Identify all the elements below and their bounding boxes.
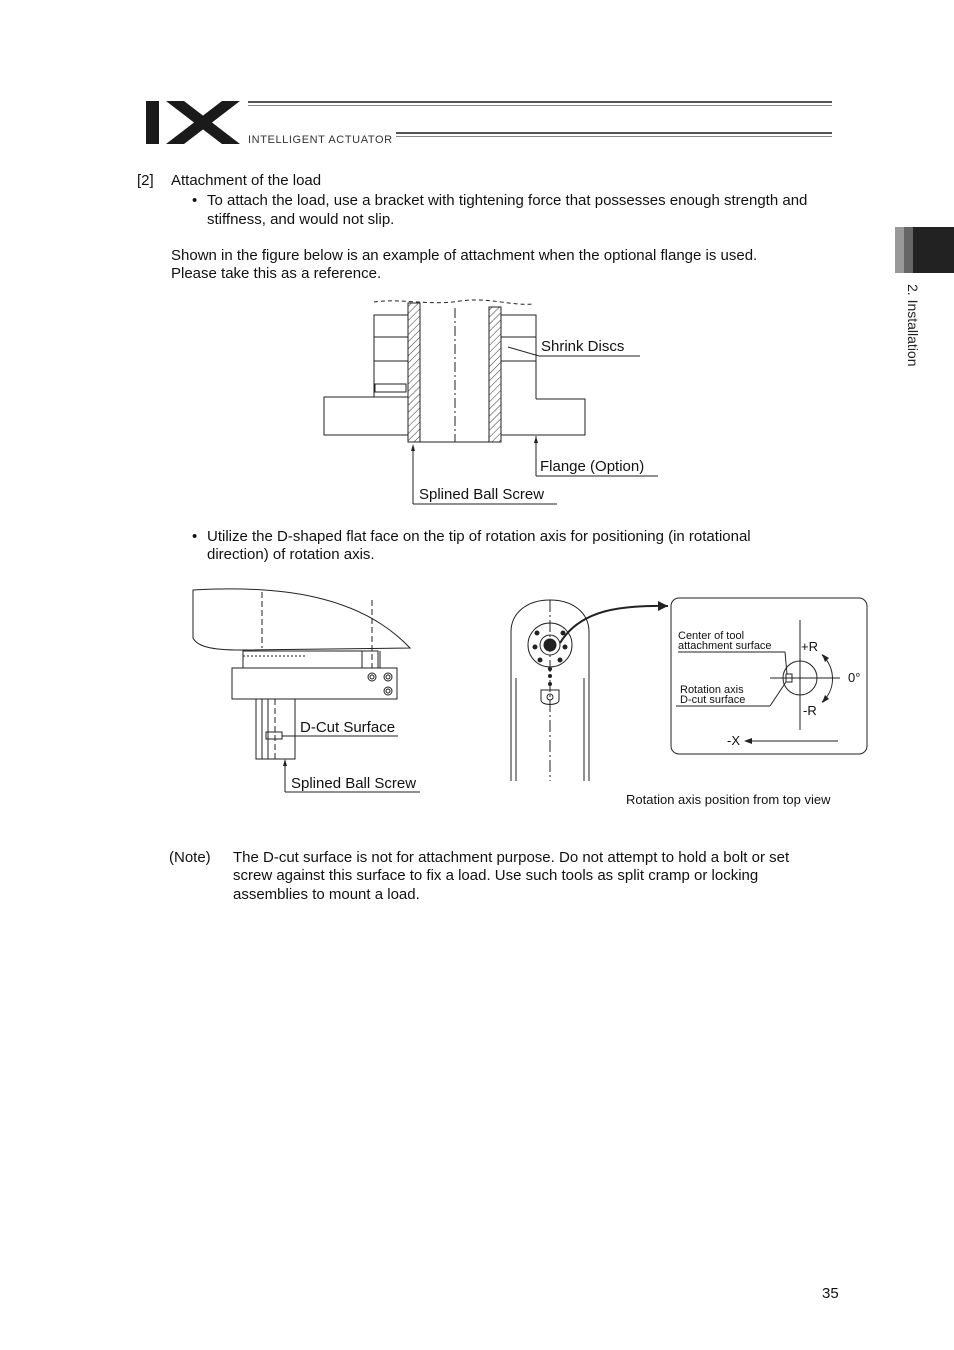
detail-center-line-1: Center of tool xyxy=(678,630,745,642)
logo-tagline: INTELLIGENT ACTUATOR xyxy=(248,134,393,146)
detail-rotation-line-1: Rotation axis xyxy=(680,684,744,696)
detail-minus-x: -X xyxy=(727,733,740,748)
label-splined-ball-screw-1: Splined Ball Screw xyxy=(419,486,545,503)
detail-plus-r: +R xyxy=(801,639,818,654)
label-shrink-discs: Shrink Discs xyxy=(541,338,625,355)
note-label: (Note) xyxy=(169,849,211,866)
note-line-2: screw against this surface to fix a load. Use such tools as split cramp or locking xyxy=(233,867,759,884)
note-line-1: The D-cut surface is not for attachment purpose. Do not attempt to hold a bolt or set xyxy=(233,849,790,866)
bullet-d-shaped-line-1: • Utilize the D-shaped flat face on the tip of rotation axis for positioning (in rotational xyxy=(207,528,751,547)
detail-minus-r: -R xyxy=(803,703,817,718)
header-graphic xyxy=(0,0,954,160)
detail-zero-degrees: 0° xyxy=(848,670,861,685)
label-flange-option: Flange (Option) xyxy=(540,458,645,475)
detail-center-line-2: attachment surface xyxy=(678,640,772,652)
bullet-attach-load: • To attach the load, use a bracket with tightening force that possesses enough strength and stiffness, and would not slip. xyxy=(207,192,832,229)
detail-rotation-line-2: D-cut surface xyxy=(680,694,746,706)
bullet-d-shaped-line-2: direction) of rotation axis. xyxy=(207,546,375,563)
side-tab xyxy=(895,227,954,273)
note-line-3: assemblies to mount a load. xyxy=(233,886,420,903)
paragraph-line-1: Shown in the figure below is an example of attachment when the optional flange is used. xyxy=(171,247,758,264)
label-splined-ball-screw-2: Splined Ball Screw xyxy=(291,775,417,792)
paragraph-line-2: Please take this as a reference. xyxy=(171,265,382,282)
page-number: 35 xyxy=(822,1285,839,1302)
side-tab-label: 2. Installation xyxy=(905,284,921,367)
label-d-cut-surface: D-Cut Surface xyxy=(300,719,396,736)
figure-caption: Rotation axis position from top view xyxy=(626,792,831,807)
section-number: [2] xyxy=(137,172,154,189)
ix-logo-mark xyxy=(146,101,240,144)
section-title: Attachment of the load xyxy=(171,172,322,189)
